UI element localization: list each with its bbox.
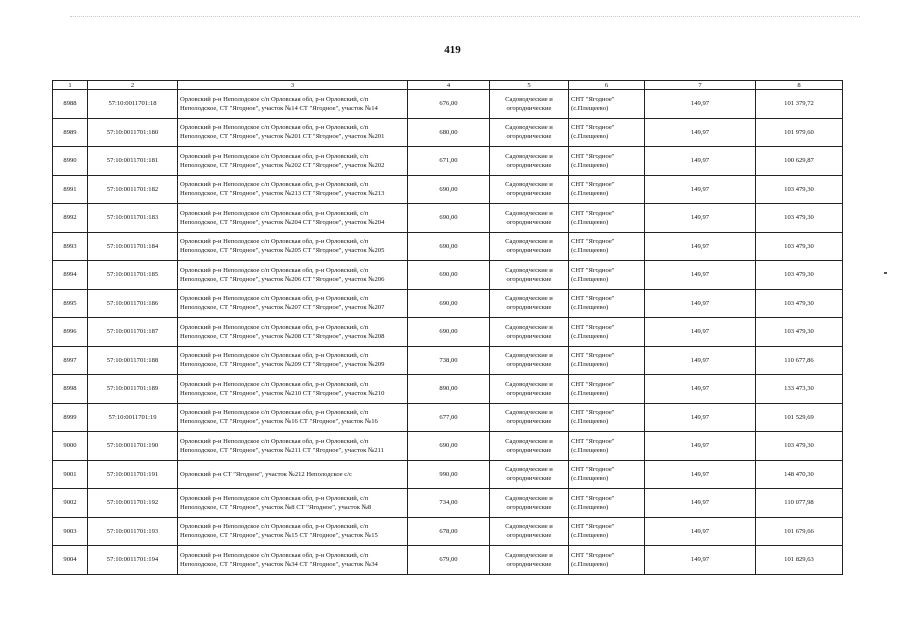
partnership-name: СНТ "Ягодное" (с.Плещеево) (569, 546, 645, 575)
unit-value: 149,97 (645, 90, 756, 119)
column-numbers-row (53, 81, 843, 90)
partnership-name: СНТ "Ягодное" (с.Плещеево) (569, 232, 645, 261)
column-header: 6 (569, 81, 645, 90)
row-number: 8998 (53, 375, 88, 404)
plot-address: Орловский р-н Неполодское с/п Орловская обл, р-н Орловский, с/п Неполодское, СТ "Ягодное", участок №15 СТ "Ягодное", участок №15 (178, 517, 408, 546)
row-number: 8993 (53, 232, 88, 261)
plot-address: Орловский р-н Неполодское с/п Орловская обл, р-н Орловский, с/п Неполодское, СТ "Ягодное", участок №206 СТ "Ягодное", участок №206 (178, 261, 408, 290)
plot-area: 690,00 (408, 432, 490, 461)
unit-value: 149,97 (645, 118, 756, 147)
table-row (53, 232, 843, 261)
plot-area: 678,00 (408, 517, 490, 546)
cadastral-value: 133 473,30 (756, 375, 843, 404)
cadastral-value: 103 479,30 (756, 204, 843, 233)
land-use: Садоводческие и огороднические (490, 232, 569, 261)
table-row (53, 346, 843, 375)
land-use: Садоводческие и огороднические (490, 175, 569, 204)
unit-value: 149,97 (645, 232, 756, 261)
partnership-name: СНТ "Ягодное" (с.Плещеево) (569, 118, 645, 147)
row-number: 9004 (53, 546, 88, 575)
partnership-name: СНТ "Ягодное" (с.Плещеево) (569, 489, 645, 518)
page-number: 419 (444, 44, 461, 56)
table-body (53, 90, 843, 575)
land-use: Садоводческие и огороднические (490, 460, 569, 489)
partnership-name: СНТ "Ягодное" (с.Плещеево) (569, 346, 645, 375)
table-row (53, 118, 843, 147)
scan-artifact-dot (884, 272, 887, 274)
cadastral-number: 57:10:0011701:181 (88, 147, 178, 176)
table-row (53, 175, 843, 204)
plot-area: 690,00 (408, 204, 490, 233)
table-row (53, 90, 843, 119)
cadastral-value: 103 479,30 (756, 432, 843, 461)
row-number: 8989 (53, 118, 88, 147)
cadastral-value: 101 979,60 (756, 118, 843, 147)
unit-value: 149,97 (645, 318, 756, 347)
plot-address: Орловский р-н Неполодское с/п Орловская обл, р-н Орловский, с/п Неполодское, СТ "Ягодное", участок №8 СТ "Ягодное", участок №8 (178, 489, 408, 518)
unit-value: 149,97 (645, 546, 756, 575)
table-row (53, 204, 843, 233)
unit-value: 149,97 (645, 346, 756, 375)
row-number: 8990 (53, 147, 88, 176)
cadastral-value: 110 077,98 (756, 489, 843, 518)
row-number: 9001 (53, 460, 88, 489)
cadastral-number: 57:10:0011701:187 (88, 318, 178, 347)
cadastral-value: 103 479,30 (756, 289, 843, 318)
column-header: 8 (756, 81, 843, 90)
row-number: 9002 (53, 489, 88, 518)
land-use: Садоводческие и огороднические (490, 403, 569, 432)
row-number: 8996 (53, 318, 88, 347)
column-header: 4 (408, 81, 490, 90)
table-row (53, 489, 843, 518)
cadastral-number: 57:10:0011701:183 (88, 204, 178, 233)
plot-address: Орловский р-н Неполодское с/п Орловская обл, р-н Орловский, с/п Неполодское, СТ "Ягодное", участок №209 СТ "Ягодное", участок №209 (178, 346, 408, 375)
land-use: Садоводческие и огороднические (490, 546, 569, 575)
unit-value: 149,97 (645, 204, 756, 233)
cadastral-number: 57:10:0011701:19 (88, 403, 178, 432)
plot-address: Орловский р-н Неполодское с/п Орловская обл, р-н Орловский, с/п Неполодское, СТ "Ягодное", участок №207 СТ "Ягодное", участок №207 (178, 289, 408, 318)
partnership-name: СНТ "Ягодное" (с.Плещеево) (569, 147, 645, 176)
cadastral-number: 57:10:0011701:188 (88, 346, 178, 375)
plot-address: Орловский р-н СТ "Ягодное", участок №212 Неполодское с/с (178, 460, 408, 489)
unit-value: 149,97 (645, 375, 756, 404)
row-number: 8995 (53, 289, 88, 318)
table-row (53, 517, 843, 546)
land-use: Садоводческие и огороднические (490, 346, 569, 375)
table-row (53, 546, 843, 575)
unit-value: 149,97 (645, 289, 756, 318)
land-use: Садоводческие и огороднические (490, 118, 569, 147)
cadastral-value: 103 479,30 (756, 318, 843, 347)
table-row (53, 375, 843, 404)
cadastral-number: 57:10:0011701:194 (88, 546, 178, 575)
partnership-name: СНТ "Ягодное" (с.Плещеево) (569, 318, 645, 347)
partnership-name: СНТ "Ягодное" (с.Плещеево) (569, 261, 645, 290)
plot-address: Орловский р-н Неполодское с/п Орловская обл, р-н Орловский, с/п Неполодское, СТ "Ягодное", участок №201 СТ "Ягодное", участок №201 (178, 118, 408, 147)
cadastral-value: 103 479,30 (756, 175, 843, 204)
unit-value: 149,97 (645, 432, 756, 461)
column-header: 5 (490, 81, 569, 90)
partnership-name: СНТ "Ягодное" (с.Плещеево) (569, 432, 645, 461)
partnership-name: СНТ "Ягодное" (с.Плещеево) (569, 517, 645, 546)
partnership-name: СНТ "Ягодное" (с.Плещеево) (569, 403, 645, 432)
column-header: 7 (645, 81, 756, 90)
land-use: Садоводческие и огороднические (490, 261, 569, 290)
plot-area: 680,00 (408, 118, 490, 147)
plot-area: 676,00 (408, 90, 490, 119)
partnership-name: СНТ "Ягодное" (с.Плещеево) (569, 289, 645, 318)
cadastral-number: 57:10:0011701:191 (88, 460, 178, 489)
partnership-name: СНТ "Ягодное" (с.Плещеево) (569, 175, 645, 204)
cadastral-value: 101 829,63 (756, 546, 843, 575)
unit-value: 149,97 (645, 175, 756, 204)
plot-area: 734,00 (408, 489, 490, 518)
cadastral-number: 57:10:0011701:18 (88, 90, 178, 119)
cadastral-number: 57:10:0011701:182 (88, 175, 178, 204)
cadastral-value: 110 677,86 (756, 346, 843, 375)
column-header: 2 (88, 81, 178, 90)
plot-address: Орловский р-н Неполодское с/п Орловская обл, р-н Орловский, с/п Неполодское, СТ "Ягодное", участок №208 СТ "Ягодное", участок №208 (178, 318, 408, 347)
unit-value: 149,97 (645, 489, 756, 518)
cadastral-value: 103 479,30 (756, 232, 843, 261)
row-number: 9000 (53, 432, 88, 461)
table-row (53, 460, 843, 489)
plot-address: Орловский р-н Неполодское с/п Орловская обл, р-н Орловский, с/п Неполодское, СТ "Ягодное", участок №210 СТ "Ягодное", участок №210 (178, 375, 408, 404)
row-number: 9003 (53, 517, 88, 546)
plot-address: Орловский р-н Неполодское с/п Орловская обл, р-н Орловский, с/п Неполодское, СТ "Ягодное", участок №205 СТ "Ягодное", участок №205 (178, 232, 408, 261)
table-row (53, 432, 843, 461)
cadastral-value: 101 379,72 (756, 90, 843, 119)
partnership-name: СНТ "Ягодное" (с.Плещеево) (569, 90, 645, 119)
plot-area: 690,00 (408, 318, 490, 347)
land-use: Садоводческие и огороднические (490, 147, 569, 176)
column-header: 3 (178, 81, 408, 90)
unit-value: 149,97 (645, 147, 756, 176)
cadastral-number: 57:10:0011701:192 (88, 489, 178, 518)
cadastral-value: 103 479,30 (756, 261, 843, 290)
cadastral-number: 57:10:0011701:185 (88, 261, 178, 290)
unit-value: 149,97 (645, 403, 756, 432)
plot-area: 671,00 (408, 147, 490, 176)
row-number: 8992 (53, 204, 88, 233)
plot-address: Орловский р-н Неполодское с/п Орловская обл, р-н Орловский, с/п Неполодское, СТ "Ягодное", участок №34 СТ "Ягодное", участок №34 (178, 546, 408, 575)
cadastral-number: 57:10:0011701:189 (88, 375, 178, 404)
scan-artifact-line (70, 16, 860, 21)
table-row (53, 261, 843, 290)
row-number: 8988 (53, 90, 88, 119)
plot-area: 690,00 (408, 289, 490, 318)
land-use: Садоводческие и огороднические (490, 517, 569, 546)
unit-value: 149,97 (645, 517, 756, 546)
plot-area: 738,00 (408, 346, 490, 375)
row-number: 8999 (53, 403, 88, 432)
row-number: 8994 (53, 261, 88, 290)
plot-area: 990,00 (408, 460, 490, 489)
cadastral-number: 57:10:0011701:190 (88, 432, 178, 461)
land-use: Садоводческие и огороднические (490, 432, 569, 461)
plot-address: Орловский р-н Неполодское с/п Орловская обл, р-н Орловский, с/п Неполодское, СТ "Ягодное", участок №211 СТ "Ягодное", участок №211 (178, 432, 408, 461)
cadastral-number: 57:10:0011701:186 (88, 289, 178, 318)
partnership-name: СНТ "Ягодное" (с.Плещеево) (569, 204, 645, 233)
plot-area: 679,00 (408, 546, 490, 575)
row-number: 8997 (53, 346, 88, 375)
plot-area: 690,00 (408, 175, 490, 204)
cadastral-number: 57:10:0011701:184 (88, 232, 178, 261)
plot-area: 677,00 (408, 403, 490, 432)
plot-address: Орловский р-н Неполодское с/п Орловская обл, р-н Орловский, с/п Неполодское, СТ "Ягодное", участок №14 СТ "Ягодное", участок №14 (178, 90, 408, 119)
land-use: Садоводческие и огороднические (490, 375, 569, 404)
plot-area: 690,00 (408, 232, 490, 261)
cadastral-value: 101 529,69 (756, 403, 843, 432)
cadastral-value: 148 470,30 (756, 460, 843, 489)
row-number: 8991 (53, 175, 88, 204)
table-row (53, 147, 843, 176)
table-row (53, 289, 843, 318)
plot-address: Орловский р-н Неполодское с/п Орловская обл, р-н Орловский, с/п Неполодское, СТ "Ягодное", участок №202 СТ "Ягодное", участок №202 (178, 147, 408, 176)
partnership-name: СНТ "Ягодное" (с.Плещеево) (569, 375, 645, 404)
land-use: Садоводческие и огороднические (490, 489, 569, 518)
plot-area: 890,00 (408, 375, 490, 404)
land-use: Садоводческие и огороднические (490, 90, 569, 119)
unit-value: 149,97 (645, 460, 756, 489)
partnership-name: СНТ "Ягодное" (с.Плещеево) (569, 460, 645, 489)
table-row (53, 403, 843, 432)
plot-area: 690,00 (408, 261, 490, 290)
land-registry-table (52, 80, 843, 575)
cadastral-value: 101 679,66 (756, 517, 843, 546)
table-row (53, 318, 843, 347)
plot-address: Орловский р-н Неполодское с/п Орловская обл, р-н Орловский, с/п Неполодское, СТ "Ягодное", участок №16 СТ "Ягодное", участок №16 (178, 403, 408, 432)
land-use: Садоводческие и огороднические (490, 204, 569, 233)
cadastral-value: 100 629,87 (756, 147, 843, 176)
unit-value: 149,97 (645, 261, 756, 290)
land-use: Садоводческие и огороднические (490, 318, 569, 347)
plot-address: Орловский р-н Неполодское с/п Орловская обл, р-н Орловский, с/п Неполодское, СТ "Ягодное", участок №204 СТ "Ягодное", участок №204 (178, 204, 408, 233)
column-header: 1 (53, 81, 88, 90)
land-use: Садоводческие и огороднические (490, 289, 569, 318)
plot-address: Орловский р-н Неполодское с/п Орловская обл, р-н Орловский, с/п Неполодское, СТ "Ягодное", участок №213 СТ "Ягодное", участок №213 (178, 175, 408, 204)
cadastral-number: 57:10:0011701:193 (88, 517, 178, 546)
cadastral-number: 57:10:0011701:180 (88, 118, 178, 147)
